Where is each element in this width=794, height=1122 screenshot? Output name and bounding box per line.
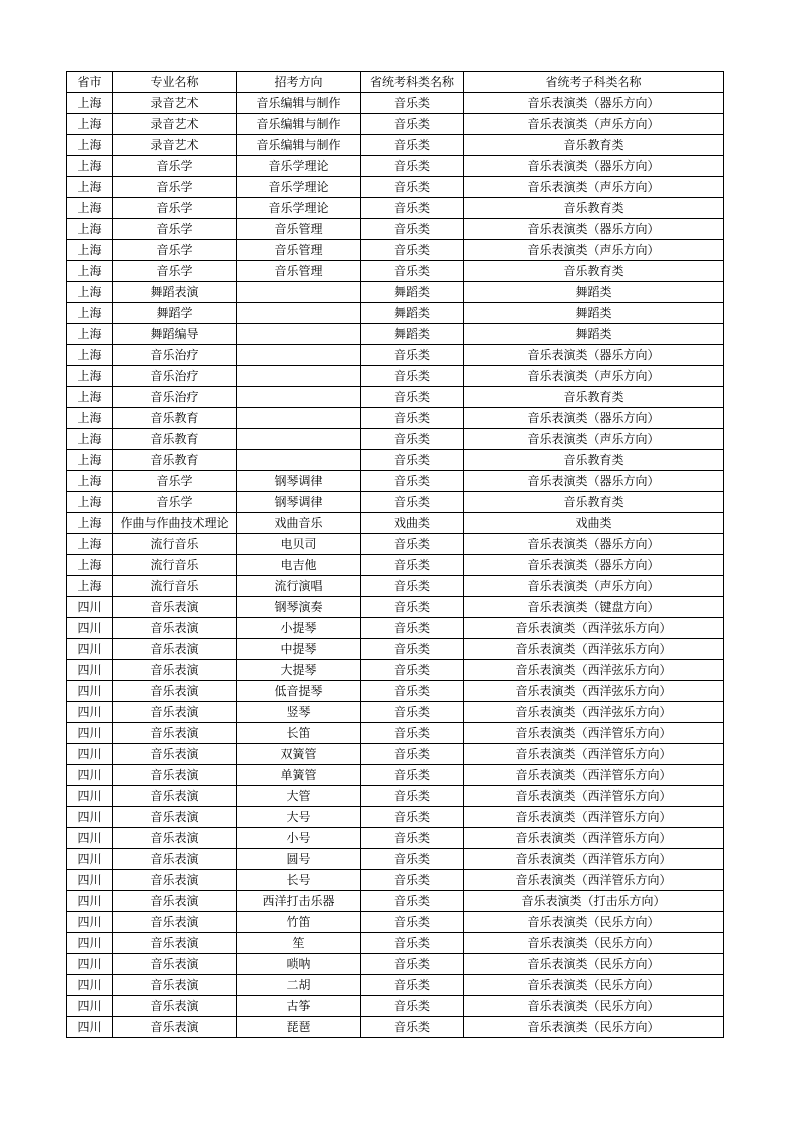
cell-exam-category: 音乐类 bbox=[361, 891, 464, 912]
cell-major: 音乐表演 bbox=[113, 597, 237, 618]
cell-province: 四川 bbox=[67, 891, 113, 912]
cell-province: 上海 bbox=[67, 534, 113, 555]
cell-major: 音乐表演 bbox=[113, 933, 237, 954]
cell-province: 四川 bbox=[67, 996, 113, 1017]
cell-exam-category: 音乐类 bbox=[361, 534, 464, 555]
cell-major: 音乐治疗 bbox=[113, 366, 237, 387]
cell-exam-subcategory: 音乐教育类 bbox=[464, 198, 724, 219]
table-row bbox=[67, 282, 724, 303]
cell-major: 音乐表演 bbox=[113, 786, 237, 807]
cell-province: 上海 bbox=[67, 261, 113, 282]
cell-province: 四川 bbox=[67, 849, 113, 870]
table-row bbox=[67, 492, 724, 513]
cell-exam-subcategory: 音乐表演类（器乐方向） bbox=[464, 93, 724, 114]
cell-major: 舞蹈学 bbox=[113, 303, 237, 324]
cell-direction bbox=[237, 450, 361, 471]
cell-major: 录音艺术 bbox=[113, 135, 237, 156]
cell-exam-category: 音乐类 bbox=[361, 198, 464, 219]
table-row bbox=[67, 324, 724, 345]
cell-province: 上海 bbox=[67, 345, 113, 366]
cell-direction: 中提琴 bbox=[237, 639, 361, 660]
cell-exam-subcategory: 音乐表演类（键盘方向） bbox=[464, 597, 724, 618]
cell-exam-category: 音乐类 bbox=[361, 492, 464, 513]
header-major: 专业名称 bbox=[113, 72, 237, 93]
cell-major: 音乐学 bbox=[113, 156, 237, 177]
cell-exam-category: 音乐类 bbox=[361, 156, 464, 177]
cell-direction: 大号 bbox=[237, 807, 361, 828]
cell-exam-subcategory: 音乐表演类（器乐方向） bbox=[464, 345, 724, 366]
cell-exam-subcategory: 音乐表演类（声乐方向） bbox=[464, 429, 724, 450]
cell-province: 上海 bbox=[67, 492, 113, 513]
cell-exam-category: 音乐类 bbox=[361, 135, 464, 156]
cell-exam-category: 音乐类 bbox=[361, 786, 464, 807]
table-row bbox=[67, 597, 724, 618]
cell-direction: 电吉他 bbox=[237, 555, 361, 576]
cell-major: 音乐表演 bbox=[113, 975, 237, 996]
cell-major: 音乐教育 bbox=[113, 450, 237, 471]
cell-exam-subcategory: 舞蹈类 bbox=[464, 282, 724, 303]
cell-province: 四川 bbox=[67, 975, 113, 996]
cell-province: 四川 bbox=[67, 954, 113, 975]
header-exam-category: 省统考科类名称 bbox=[361, 72, 464, 93]
table-row bbox=[67, 450, 724, 471]
cell-exam-subcategory: 音乐表演类（民乐方向） bbox=[464, 1017, 724, 1038]
table-row bbox=[67, 219, 724, 240]
table-row bbox=[67, 555, 724, 576]
cell-exam-subcategory: 音乐表演类（西洋管乐方向） bbox=[464, 828, 724, 849]
cell-direction: 音乐管理 bbox=[237, 261, 361, 282]
cell-province: 四川 bbox=[67, 786, 113, 807]
cell-province: 四川 bbox=[67, 597, 113, 618]
table-row bbox=[67, 933, 724, 954]
table-row bbox=[67, 996, 724, 1017]
cell-direction bbox=[237, 324, 361, 345]
cell-major: 录音艺术 bbox=[113, 93, 237, 114]
cell-exam-subcategory: 音乐表演类（民乐方向） bbox=[464, 996, 724, 1017]
cell-major: 流行音乐 bbox=[113, 576, 237, 597]
header-exam-subcategory: 省统考子科类名称 bbox=[464, 72, 724, 93]
table-row bbox=[67, 807, 724, 828]
cell-exam-category: 音乐类 bbox=[361, 744, 464, 765]
header-direction: 招考方向 bbox=[237, 72, 361, 93]
cell-exam-category: 音乐类 bbox=[361, 450, 464, 471]
cell-exam-category: 音乐类 bbox=[361, 702, 464, 723]
table-row bbox=[67, 513, 724, 534]
cell-exam-category: 音乐类 bbox=[361, 849, 464, 870]
cell-exam-subcategory: 音乐表演类（西洋弦乐方向） bbox=[464, 702, 724, 723]
cell-direction: 钢琴调律 bbox=[237, 492, 361, 513]
cell-exam-subcategory: 音乐表演类（器乐方向） bbox=[464, 555, 724, 576]
cell-exam-category: 音乐类 bbox=[361, 261, 464, 282]
cell-exam-category: 音乐类 bbox=[361, 597, 464, 618]
cell-province: 上海 bbox=[67, 303, 113, 324]
cell-major: 作曲与作曲技术理论 bbox=[113, 513, 237, 534]
table-row bbox=[67, 744, 724, 765]
cell-exam-category: 音乐类 bbox=[361, 1017, 464, 1038]
cell-exam-category: 音乐类 bbox=[361, 471, 464, 492]
cell-exam-subcategory: 音乐表演类（民乐方向） bbox=[464, 912, 724, 933]
cell-major: 音乐治疗 bbox=[113, 345, 237, 366]
cell-province: 四川 bbox=[67, 723, 113, 744]
cell-exam-category: 音乐类 bbox=[361, 681, 464, 702]
cell-direction: 竹笛 bbox=[237, 912, 361, 933]
cell-exam-subcategory: 音乐表演类（声乐方向） bbox=[464, 177, 724, 198]
cell-direction: 大管 bbox=[237, 786, 361, 807]
cell-exam-category: 音乐类 bbox=[361, 954, 464, 975]
cell-province: 上海 bbox=[67, 177, 113, 198]
cell-province: 四川 bbox=[67, 912, 113, 933]
cell-exam-subcategory: 音乐表演类（西洋弦乐方向） bbox=[464, 660, 724, 681]
cell-direction: 长号 bbox=[237, 870, 361, 891]
cell-major: 流行音乐 bbox=[113, 534, 237, 555]
header-row bbox=[67, 72, 724, 93]
cell-province: 上海 bbox=[67, 471, 113, 492]
cell-exam-subcategory: 舞蹈类 bbox=[464, 303, 724, 324]
cell-direction bbox=[237, 282, 361, 303]
cell-direction bbox=[237, 366, 361, 387]
cell-exam-category: 音乐类 bbox=[361, 387, 464, 408]
cell-exam-subcategory: 音乐表演类（西洋弦乐方向） bbox=[464, 639, 724, 660]
cell-province: 四川 bbox=[67, 765, 113, 786]
table-row bbox=[67, 723, 724, 744]
cell-direction: 竖琴 bbox=[237, 702, 361, 723]
table-body bbox=[67, 93, 724, 1038]
cell-province: 上海 bbox=[67, 366, 113, 387]
cell-exam-subcategory: 音乐教育类 bbox=[464, 387, 724, 408]
cell-major: 音乐表演 bbox=[113, 639, 237, 660]
cell-major: 音乐学 bbox=[113, 240, 237, 261]
cell-major: 录音艺术 bbox=[113, 114, 237, 135]
cell-direction: 低音提琴 bbox=[237, 681, 361, 702]
cell-direction: 双簧管 bbox=[237, 744, 361, 765]
table-row bbox=[67, 912, 724, 933]
table-row bbox=[67, 639, 724, 660]
cell-province: 四川 bbox=[67, 702, 113, 723]
cell-major: 音乐表演 bbox=[113, 702, 237, 723]
cell-major: 音乐学 bbox=[113, 177, 237, 198]
cell-exam-category: 音乐类 bbox=[361, 429, 464, 450]
cell-province: 上海 bbox=[67, 156, 113, 177]
cell-province: 上海 bbox=[67, 135, 113, 156]
cell-exam-category: 音乐类 bbox=[361, 618, 464, 639]
cell-exam-category: 舞蹈类 bbox=[361, 303, 464, 324]
cell-major: 音乐学 bbox=[113, 492, 237, 513]
cell-major: 音乐教育 bbox=[113, 408, 237, 429]
table-row bbox=[67, 618, 724, 639]
cell-exam-category: 音乐类 bbox=[361, 870, 464, 891]
table-row bbox=[67, 534, 724, 555]
cell-exam-subcategory: 音乐表演类（声乐方向） bbox=[464, 576, 724, 597]
cell-direction: 戏曲音乐 bbox=[237, 513, 361, 534]
cell-exam-category: 音乐类 bbox=[361, 765, 464, 786]
cell-major: 音乐表演 bbox=[113, 828, 237, 849]
table-row bbox=[67, 261, 724, 282]
cell-exam-subcategory: 音乐表演类（打击乐方向） bbox=[464, 891, 724, 912]
cell-exam-subcategory: 戏曲类 bbox=[464, 513, 724, 534]
table-row bbox=[67, 786, 724, 807]
cell-exam-subcategory: 音乐表演类（民乐方向） bbox=[464, 975, 724, 996]
cell-province: 四川 bbox=[67, 828, 113, 849]
cell-major: 音乐表演 bbox=[113, 723, 237, 744]
cell-direction: 音乐编辑与制作 bbox=[237, 114, 361, 135]
cell-direction: 琵琶 bbox=[237, 1017, 361, 1038]
table-row bbox=[67, 240, 724, 261]
cell-major: 音乐表演 bbox=[113, 618, 237, 639]
cell-direction: 小号 bbox=[237, 828, 361, 849]
cell-direction: 钢琴调律 bbox=[237, 471, 361, 492]
cell-major: 音乐学 bbox=[113, 198, 237, 219]
cell-exam-category: 音乐类 bbox=[361, 912, 464, 933]
cell-province: 上海 bbox=[67, 324, 113, 345]
cell-direction: 音乐编辑与制作 bbox=[237, 135, 361, 156]
cell-exam-subcategory: 音乐教育类 bbox=[464, 261, 724, 282]
cell-exam-subcategory: 音乐表演类（西洋管乐方向） bbox=[464, 723, 724, 744]
cell-exam-category: 舞蹈类 bbox=[361, 324, 464, 345]
table-row bbox=[67, 408, 724, 429]
cell-province: 上海 bbox=[67, 513, 113, 534]
cell-direction bbox=[237, 408, 361, 429]
cell-major: 舞蹈表演 bbox=[113, 282, 237, 303]
cell-direction: 圆号 bbox=[237, 849, 361, 870]
cell-direction: 钢琴演奏 bbox=[237, 597, 361, 618]
header-province: 省市 bbox=[67, 72, 113, 93]
cell-exam-category: 音乐类 bbox=[361, 408, 464, 429]
cell-direction: 音乐管理 bbox=[237, 219, 361, 240]
cell-exam-category: 音乐类 bbox=[361, 576, 464, 597]
table-row bbox=[67, 828, 724, 849]
cell-province: 四川 bbox=[67, 681, 113, 702]
cell-province: 上海 bbox=[67, 387, 113, 408]
cell-direction: 音乐学理论 bbox=[237, 156, 361, 177]
cell-exam-category: 音乐类 bbox=[361, 240, 464, 261]
cell-major: 音乐治疗 bbox=[113, 387, 237, 408]
table-row bbox=[67, 429, 724, 450]
cell-direction: 长笛 bbox=[237, 723, 361, 744]
cell-major: 音乐表演 bbox=[113, 1017, 237, 1038]
table-row bbox=[67, 303, 724, 324]
cell-major: 音乐表演 bbox=[113, 849, 237, 870]
cell-direction bbox=[237, 345, 361, 366]
cell-direction: 音乐学理论 bbox=[237, 177, 361, 198]
cell-exam-subcategory: 音乐表演类（声乐方向） bbox=[464, 366, 724, 387]
cell-exam-subcategory: 音乐教育类 bbox=[464, 135, 724, 156]
cell-exam-category: 音乐类 bbox=[361, 219, 464, 240]
cell-exam-category: 音乐类 bbox=[361, 366, 464, 387]
cell-exam-subcategory: 音乐表演类（西洋管乐方向） bbox=[464, 849, 724, 870]
cell-province: 四川 bbox=[67, 744, 113, 765]
cell-major: 音乐学 bbox=[113, 219, 237, 240]
cell-exam-subcategory: 音乐表演类（西洋管乐方向） bbox=[464, 765, 724, 786]
cell-direction: 音乐学理论 bbox=[237, 198, 361, 219]
cell-province: 上海 bbox=[67, 93, 113, 114]
cell-major: 音乐表演 bbox=[113, 954, 237, 975]
cell-exam-subcategory: 音乐表演类（西洋管乐方向） bbox=[464, 807, 724, 828]
table-row bbox=[67, 870, 724, 891]
cell-direction: 单簧管 bbox=[237, 765, 361, 786]
cell-exam-subcategory: 音乐表演类（器乐方向） bbox=[464, 156, 724, 177]
cell-exam-subcategory: 音乐表演类（西洋管乐方向） bbox=[464, 786, 724, 807]
cell-direction: 音乐编辑与制作 bbox=[237, 93, 361, 114]
table-row bbox=[67, 471, 724, 492]
cell-exam-subcategory: 音乐表演类（西洋弦乐方向） bbox=[464, 681, 724, 702]
table-row bbox=[67, 702, 724, 723]
table-row bbox=[67, 576, 724, 597]
cell-direction: 古筝 bbox=[237, 996, 361, 1017]
cell-exam-subcategory: 音乐教育类 bbox=[464, 450, 724, 471]
table-row bbox=[67, 954, 724, 975]
cell-province: 上海 bbox=[67, 408, 113, 429]
cell-province: 上海 bbox=[67, 450, 113, 471]
cell-direction: 流行演唱 bbox=[237, 576, 361, 597]
cell-province: 上海 bbox=[67, 198, 113, 219]
cell-province: 上海 bbox=[67, 282, 113, 303]
cell-province: 四川 bbox=[67, 660, 113, 681]
cell-province: 四川 bbox=[67, 1017, 113, 1038]
table-row bbox=[67, 366, 724, 387]
table-row bbox=[67, 891, 724, 912]
cell-exam-subcategory: 音乐表演类（西洋管乐方向） bbox=[464, 870, 724, 891]
cell-exam-subcategory: 音乐表演类（民乐方向） bbox=[464, 933, 724, 954]
table-row bbox=[67, 93, 724, 114]
table-row bbox=[67, 198, 724, 219]
table-row bbox=[67, 975, 724, 996]
table-row bbox=[67, 1017, 724, 1038]
cell-major: 音乐表演 bbox=[113, 870, 237, 891]
cell-exam-category: 音乐类 bbox=[361, 807, 464, 828]
cell-major: 舞蹈编导 bbox=[113, 324, 237, 345]
table-row bbox=[67, 177, 724, 198]
cell-direction bbox=[237, 303, 361, 324]
table-row bbox=[67, 765, 724, 786]
cell-province: 四川 bbox=[67, 618, 113, 639]
cell-exam-category: 音乐类 bbox=[361, 555, 464, 576]
cell-major: 音乐表演 bbox=[113, 912, 237, 933]
cell-exam-subcategory: 音乐表演类（器乐方向） bbox=[464, 408, 724, 429]
cell-exam-category: 音乐类 bbox=[361, 114, 464, 135]
cell-exam-category: 音乐类 bbox=[361, 660, 464, 681]
table-row bbox=[67, 681, 724, 702]
cell-exam-subcategory: 音乐表演类（器乐方向） bbox=[464, 534, 724, 555]
cell-exam-subcategory: 舞蹈类 bbox=[464, 324, 724, 345]
cell-exam-category: 音乐类 bbox=[361, 93, 464, 114]
cell-exam-category: 音乐类 bbox=[361, 933, 464, 954]
table-row bbox=[67, 156, 724, 177]
cell-exam-subcategory: 音乐表演类（西洋弦乐方向） bbox=[464, 618, 724, 639]
cell-exam-subcategory: 音乐表演类（声乐方向） bbox=[464, 240, 724, 261]
cell-exam-category: 戏曲类 bbox=[361, 513, 464, 534]
cell-province: 四川 bbox=[67, 807, 113, 828]
cell-exam-category: 舞蹈类 bbox=[361, 282, 464, 303]
table-row bbox=[67, 135, 724, 156]
cell-province: 上海 bbox=[67, 576, 113, 597]
cell-exam-category: 音乐类 bbox=[361, 345, 464, 366]
cell-province: 上海 bbox=[67, 240, 113, 261]
cell-major: 音乐表演 bbox=[113, 660, 237, 681]
cell-direction: 唢呐 bbox=[237, 954, 361, 975]
cell-direction: 电贝司 bbox=[237, 534, 361, 555]
cell-direction: 大提琴 bbox=[237, 660, 361, 681]
table-row bbox=[67, 387, 724, 408]
cell-major: 音乐表演 bbox=[113, 681, 237, 702]
cell-major: 音乐学 bbox=[113, 261, 237, 282]
cell-province: 上海 bbox=[67, 429, 113, 450]
cell-exam-subcategory: 音乐表演类（声乐方向） bbox=[464, 114, 724, 135]
cell-exam-subcategory: 音乐教育类 bbox=[464, 492, 724, 513]
cell-exam-category: 音乐类 bbox=[361, 723, 464, 744]
cell-province: 四川 bbox=[67, 870, 113, 891]
cell-province: 上海 bbox=[67, 219, 113, 240]
cell-province: 四川 bbox=[67, 639, 113, 660]
cell-major: 音乐表演 bbox=[113, 744, 237, 765]
cell-exam-subcategory: 音乐表演类（器乐方向） bbox=[464, 219, 724, 240]
cell-direction: 西洋打击乐器 bbox=[237, 891, 361, 912]
cell-major: 音乐表演 bbox=[113, 807, 237, 828]
cell-exam-category: 音乐类 bbox=[361, 975, 464, 996]
cell-direction: 音乐管理 bbox=[237, 240, 361, 261]
cell-exam-category: 音乐类 bbox=[361, 639, 464, 660]
table-row bbox=[67, 345, 724, 366]
cell-major: 音乐教育 bbox=[113, 429, 237, 450]
cell-exam-subcategory: 音乐表演类（西洋管乐方向） bbox=[464, 744, 724, 765]
cell-direction: 笙 bbox=[237, 933, 361, 954]
cell-major: 音乐表演 bbox=[113, 765, 237, 786]
cell-major: 音乐表演 bbox=[113, 996, 237, 1017]
table-row bbox=[67, 660, 724, 681]
cell-exam-category: 音乐类 bbox=[361, 828, 464, 849]
cell-major: 流行音乐 bbox=[113, 555, 237, 576]
cell-exam-subcategory: 音乐表演类（民乐方向） bbox=[464, 954, 724, 975]
table-row bbox=[67, 849, 724, 870]
cell-direction bbox=[237, 429, 361, 450]
cell-direction: 二胡 bbox=[237, 975, 361, 996]
cell-province: 四川 bbox=[67, 933, 113, 954]
cell-exam-subcategory: 音乐表演类（器乐方向） bbox=[464, 471, 724, 492]
cell-province: 上海 bbox=[67, 555, 113, 576]
cell-major: 音乐学 bbox=[113, 471, 237, 492]
enrollment-table bbox=[66, 71, 724, 1038]
cell-direction: 小提琴 bbox=[237, 618, 361, 639]
cell-exam-category: 音乐类 bbox=[361, 177, 464, 198]
cell-direction bbox=[237, 387, 361, 408]
cell-major: 音乐表演 bbox=[113, 891, 237, 912]
cell-exam-category: 音乐类 bbox=[361, 996, 464, 1017]
cell-province: 上海 bbox=[67, 114, 113, 135]
table-row bbox=[67, 114, 724, 135]
